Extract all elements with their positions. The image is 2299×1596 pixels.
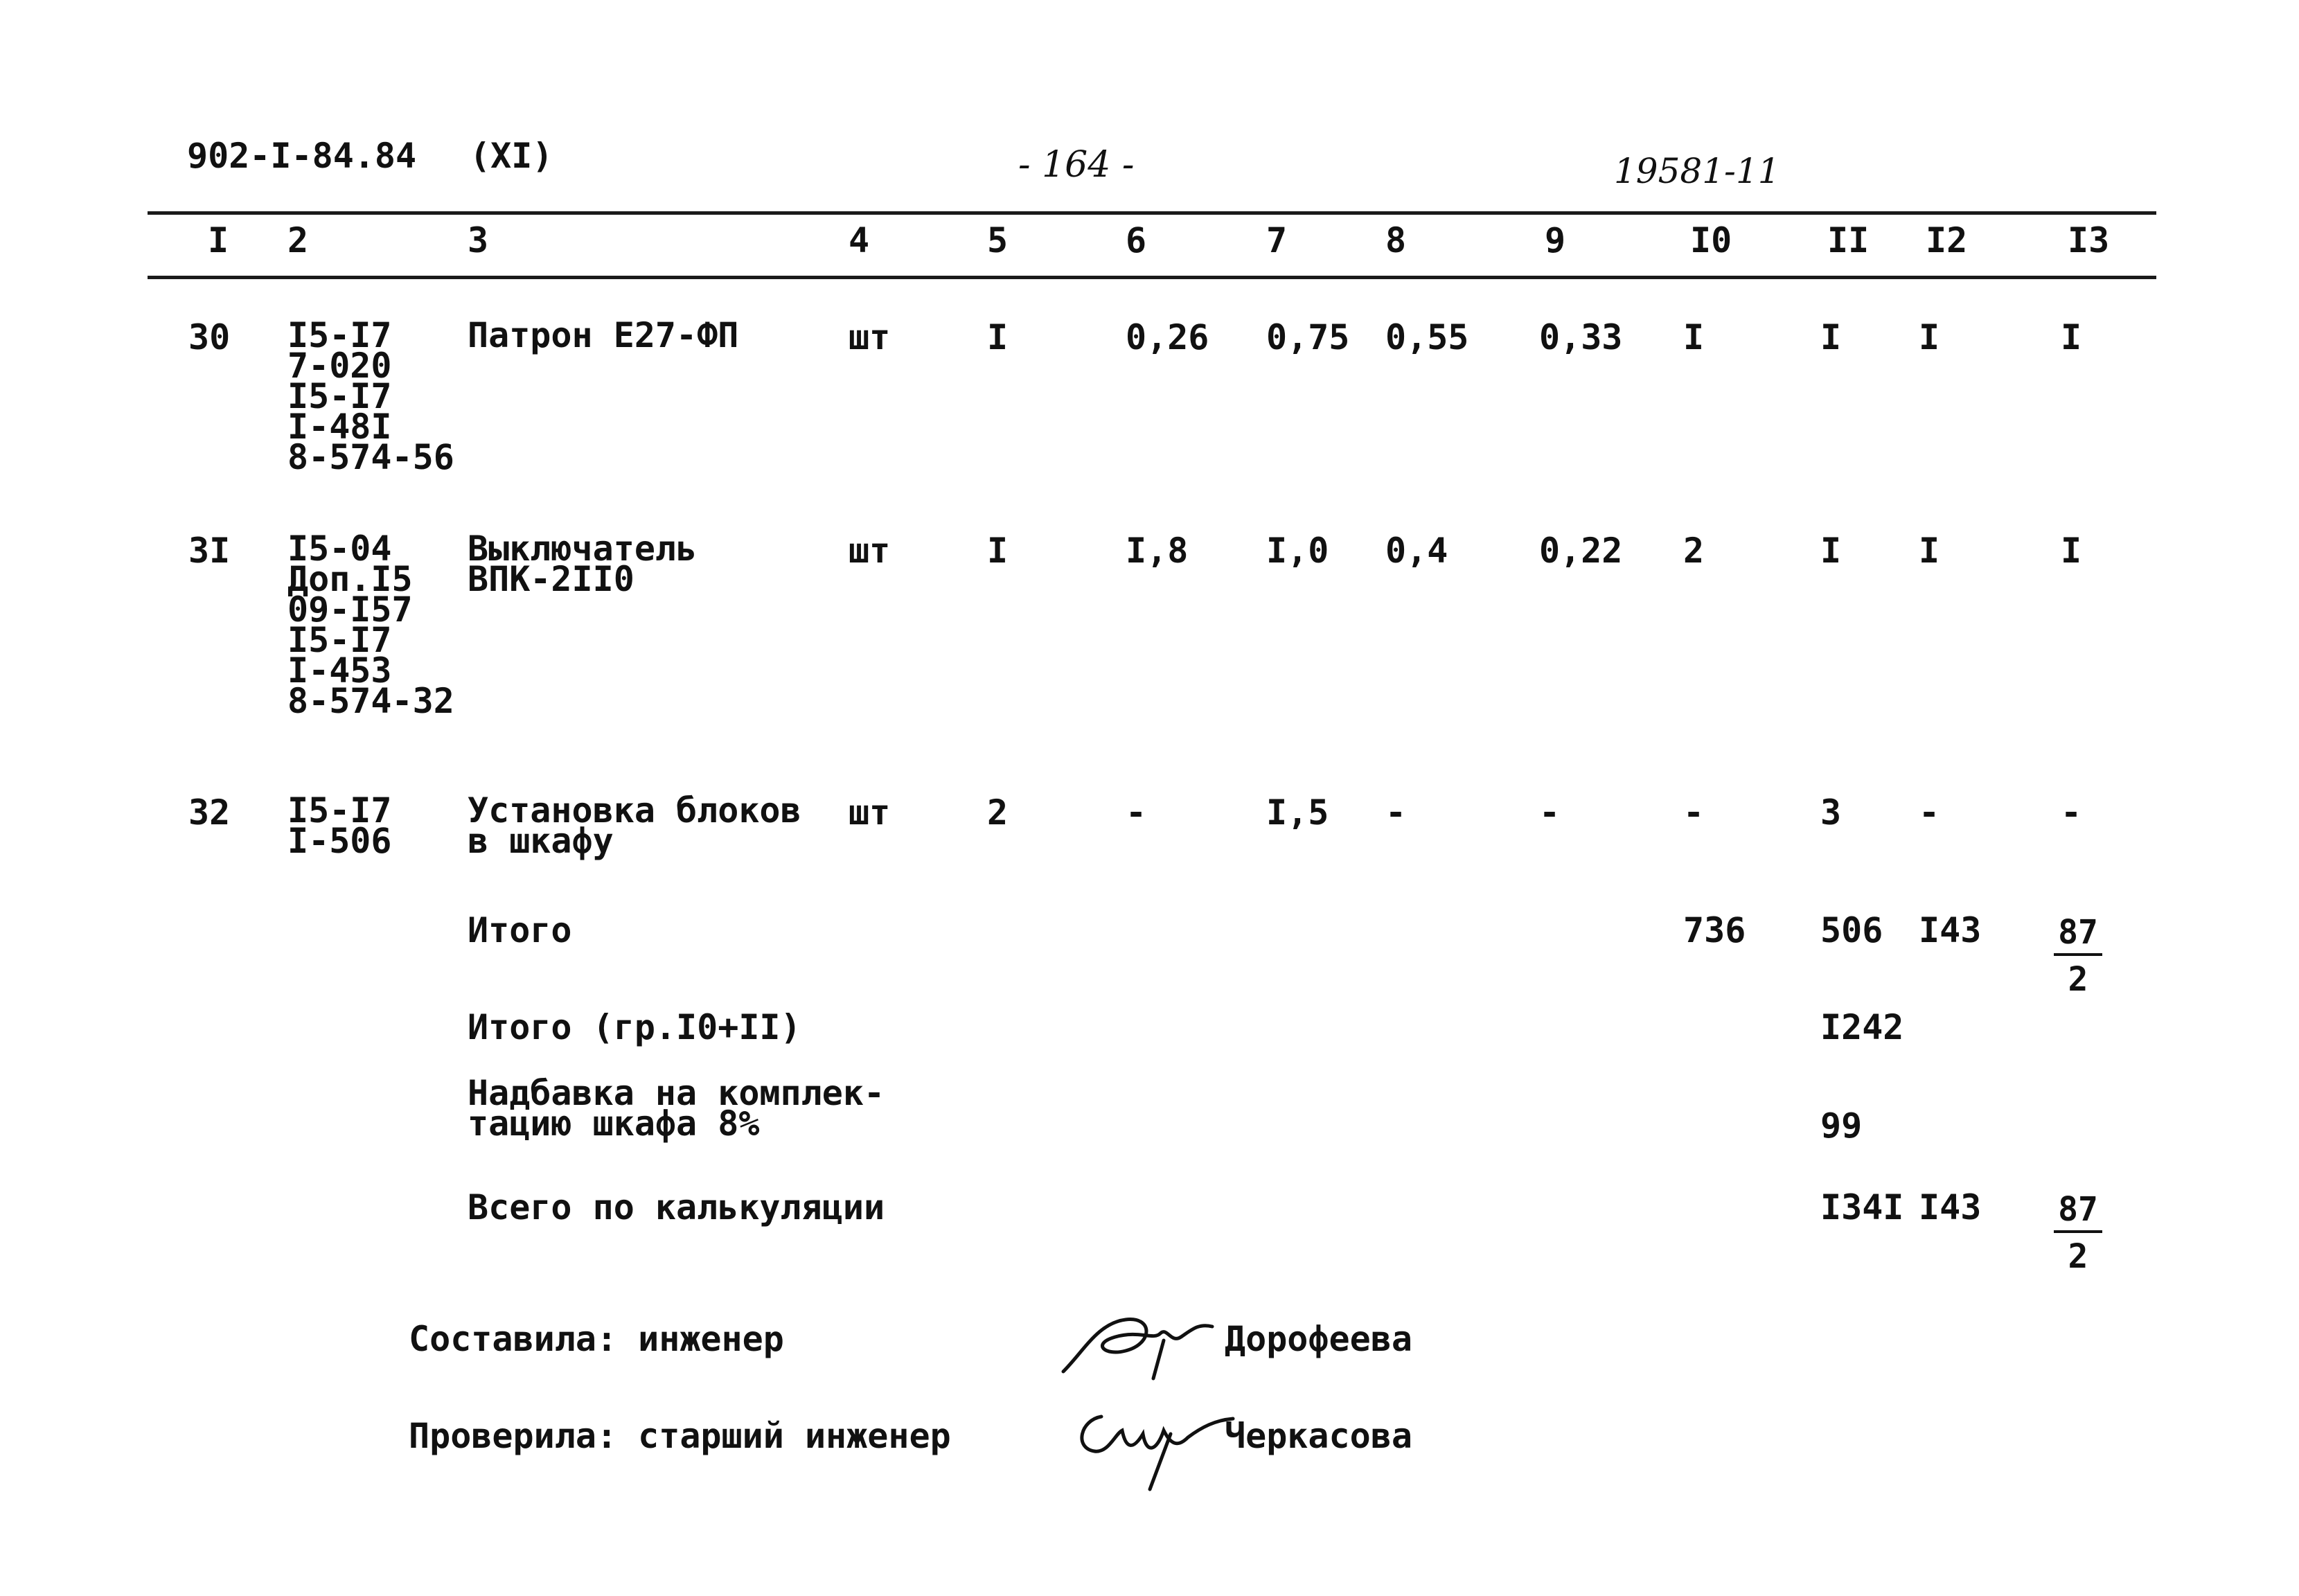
code-line: I-453	[287, 650, 392, 691]
checked-by-label: Проверила: старший инженер	[409, 1416, 951, 1456]
col-header-7: 7	[1266, 220, 1288, 260]
col9-cell: 0,22	[1539, 531, 1623, 571]
col13-total-fraction	[2054, 913, 2102, 999]
signature-mark-composed	[1049, 1302, 1223, 1392]
col6-cell: -	[1126, 792, 1147, 833]
col6-cell: 0,26	[1126, 317, 1209, 357]
col5-cell: I	[987, 531, 1009, 571]
col12-cell: I	[1919, 317, 1940, 357]
col7-cell: 0,75	[1266, 317, 1350, 357]
col-header-11: II	[1827, 220, 1870, 260]
row-name	[468, 529, 698, 599]
markup-label	[468, 1073, 885, 1144]
checked-by-name: Черкасова	[1225, 1416, 1412, 1456]
col-header-12: I2	[1926, 220, 1968, 260]
sheet-code: 19581-11	[1614, 151, 1780, 191]
col10-cell: I	[1683, 317, 1705, 357]
composed-by-name: Дорофеева	[1225, 1319, 1412, 1359]
row-number: 32	[188, 792, 231, 833]
composed-by-label: Составила: инженер	[409, 1319, 784, 1359]
col7-cell: I,0	[1266, 531, 1329, 571]
code-line: I5-I7	[287, 376, 392, 416]
name-line: Патрон Е27-ФП	[468, 315, 739, 355]
col11-total: 506	[1820, 910, 1883, 950]
col9-cell: 0,33	[1539, 317, 1623, 357]
page-number: - 164 -	[1018, 144, 1135, 186]
table-header-rule	[148, 276, 2156, 279]
code-line: 8-574-56	[287, 437, 454, 477]
row-name	[468, 790, 801, 861]
col-header-2: 2	[287, 220, 309, 260]
col13-grand-total-fraction	[2054, 1190, 2102, 1276]
name-line: ВПК-2II0	[468, 559, 634, 599]
code-line: I5-I7	[287, 620, 392, 660]
col12-cell: I	[1919, 531, 1940, 571]
col9-cell: -	[1539, 792, 1561, 833]
label-line: Надбавка на комплек-	[468, 1073, 885, 1113]
unit-cell: шт	[849, 531, 891, 571]
code-line: 09-I57	[287, 589, 413, 630]
code-line: 8-574-32	[287, 681, 454, 721]
table-top-rule	[148, 211, 2156, 215]
col-header-3: 3	[468, 220, 489, 260]
doc-code: 902-I-84.84	[187, 136, 417, 176]
col11-cell: I	[1820, 317, 1842, 357]
col13-cell: I	[2061, 531, 2082, 571]
row-codes	[287, 529, 454, 721]
col11-cell: 3	[1820, 792, 1842, 833]
col6-cell: I,8	[1126, 531, 1189, 571]
col-header-4: 4	[849, 220, 870, 260]
row-number: 30	[188, 317, 231, 357]
code-line: I-506	[287, 821, 392, 861]
col12-cell: -	[1919, 792, 1940, 833]
code-line: Доп.I5	[287, 559, 413, 599]
totals-label: Итого (гр.I0+II)	[468, 1007, 801, 1047]
code-line: I5-I7	[287, 315, 392, 355]
label-line: тацию шкафа 8%	[468, 1103, 760, 1144]
col-header-8: 8	[1385, 220, 1407, 260]
col11-cell: I	[1820, 531, 1842, 571]
col-header-13: I3	[2068, 220, 2110, 260]
name-line: Выключатель	[468, 529, 698, 569]
col8-cell: 0,4	[1385, 531, 1448, 571]
signature-mark-checked	[1067, 1392, 1247, 1496]
col11-markup: 99	[1820, 1106, 1863, 1146]
section-code: (XI)	[470, 136, 553, 176]
col11-total: I242	[1820, 1007, 1904, 1047]
col12-total: I43	[1919, 910, 1982, 950]
code-line: 7-020	[287, 346, 392, 386]
fraction-denominator: 2	[2068, 1237, 2088, 1276]
col-header-6: 6	[1126, 220, 1147, 260]
col10-total: 736	[1683, 910, 1746, 950]
col7-cell: I,5	[1266, 792, 1329, 833]
col13-cell: -	[2061, 792, 2082, 833]
code-line: I5-I7	[287, 790, 392, 831]
col12-grand-total: I43	[1919, 1187, 1982, 1227]
fraction-numerator: 87	[2054, 913, 2102, 956]
col11-grand-total: I34I	[1820, 1187, 1904, 1227]
totals-label: Всего по калькуляции	[468, 1187, 885, 1227]
col-header-5: 5	[987, 220, 1009, 260]
fraction-numerator: 87	[2054, 1190, 2102, 1233]
fraction-denominator: 2	[2068, 960, 2088, 999]
col13-cell: I	[2061, 317, 2082, 357]
col-header-10: I0	[1690, 220, 1732, 260]
totals-label: Итого	[468, 910, 572, 950]
unit-cell: шт	[849, 317, 891, 357]
name-line: Установка блоков	[468, 790, 801, 831]
name-line: в шкафу	[468, 821, 614, 861]
unit-cell: шт	[849, 792, 891, 833]
col5-cell: 2	[987, 792, 1009, 833]
col10-cell: 2	[1683, 531, 1705, 571]
code-line: I5-04	[287, 529, 392, 569]
col8-cell: -	[1385, 792, 1407, 833]
row-codes	[287, 315, 454, 477]
row-number: 3I	[188, 531, 231, 571]
col-header-1: I	[208, 220, 229, 260]
col8-cell: 0,55	[1385, 317, 1469, 357]
col5-cell: I	[987, 317, 1009, 357]
col-header-9: 9	[1545, 220, 1566, 260]
row-name	[468, 315, 739, 355]
row-codes	[287, 790, 392, 861]
col10-cell: -	[1683, 792, 1705, 833]
code-line: I-48I	[287, 407, 392, 447]
